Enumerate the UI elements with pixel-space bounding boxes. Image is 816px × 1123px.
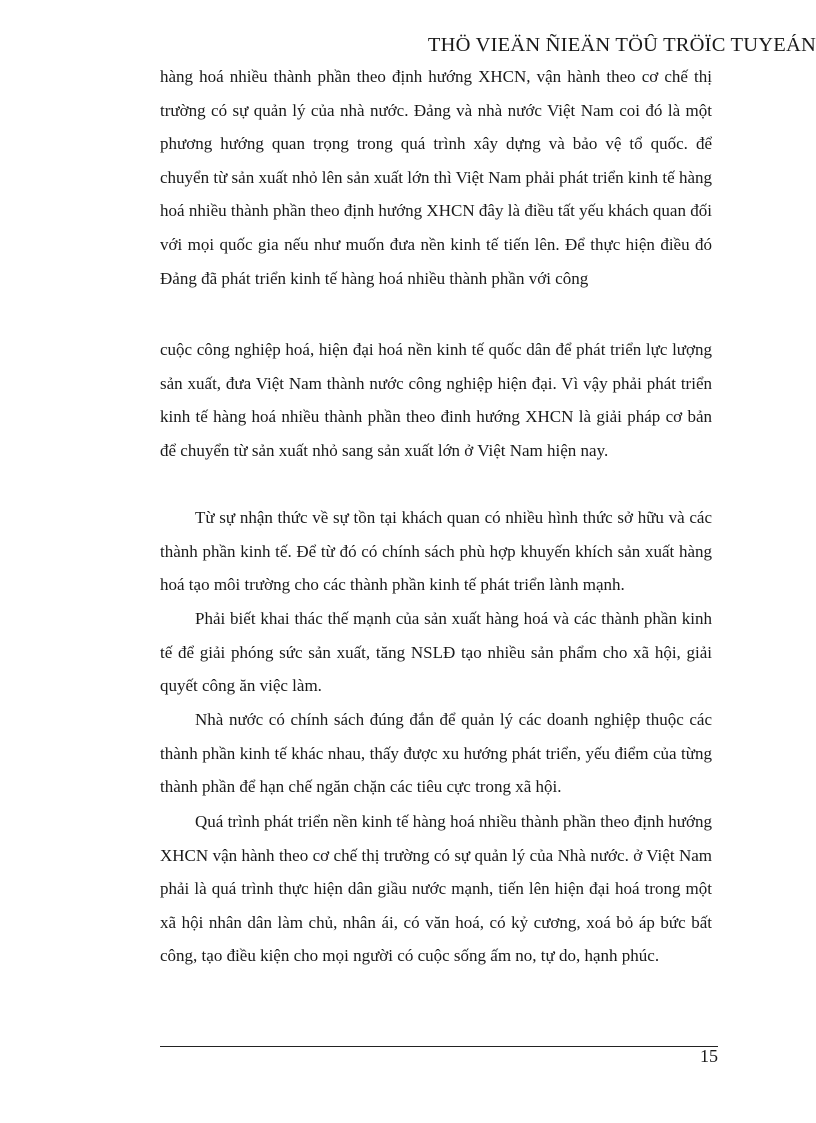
paragraph-development-process: Quá trình phát triển nền kinh tế hàng hoá nhiều thành phần theo định hướng XHCN vận hành theo cơ chế thị trường có sự quản lý của Nhà nước. ở Việt Nam phải là quá trình thực hiện dân giầu nước mạnh, tiến lên hiện đại hoá trong một xã hội nhân dân làm chủ, nhân ái, có văn hoá, có kỷ cương, xoá bỏ áp bức bất công, tạo điều kiện cho mọi người có cuộc sống ấm no, tự do, hạnh phúc. (160, 812, 712, 966)
paragraph-awareness: Từ sự nhận thức về sự tồn tại khách quan có nhiều hình thức sở hữu và các thành phần kinh tế. Để từ đó có chính sách phù hợp khuyến khích sản xuất hàng hoá tạo môi trường cho các thành phần kinh tế phát triển lành mạnh. (160, 508, 712, 595)
paragraph-continuation-2: cuộc công nghiệp hoá, hiện đại hoá nền kinh tế quốc dân để phát triển lực lượng sản xuất, đưa Việt Nam thành nước công nghiệp hiện đại. Vì vậy phải phát triển kinh tế hàng hoá nhiều thành phần theo đinh hướng XHCN là giải pháp cơ bản để chuyển từ sản xuất nhỏ sang sản xuất lớn ở Việt Nam hiện nay. (160, 340, 712, 460)
page-number: 15 (700, 1046, 718, 1066)
paragraph-continuation: hàng hoá nhiều thành phần theo định hướng XHCN, vận hành theo cơ chế thị trường có sự quản lý của nhà nước. Đảng và nhà nước Việt Nam coi đó là một phương hướng quan trọng trong quá trình xây dựng và bảo vệ tổ quốc. để chuyển từ sản xuất nhỏ lên sản xuất lớn thì Việt Nam phải phát triển kinh tế hàng hoá nhiều thành phần theo định hướng XHCN đây là điều tất yếu khách quan đối với mọi quốc gia nếu như muốn đưa nền kinh tế tiến lên. Để thực hiện điều đó Đảng đã phát triển kinh tế hàng hoá nhiều thành phần với công (160, 67, 712, 288)
running-header: THÖ VIEÄN ÑIEÄN TÖÛ TRÖÏC TUYEÁN (427, 34, 816, 56)
paragraph-exploit-strengths: Phải biết khai thác thế mạnh của sản xuất hàng hoá và các thành phần kinh tế để giải phóng sức sản xuất, tăng NSLĐ tạo nhiều sản phẩm cho xã hội, giải quyết công ăn việc làm. (160, 609, 712, 696)
paragraph-state-policy: Nhà nước có chính sách đúng đắn để quản lý các doanh nghiệp thuộc các thành phần kinh tế khác nhau, thấy được xu hướng phát triển, yếu điểm của từng thành phần để hạn chế ngăn chặn các tiêu cực trong xã hội. (160, 710, 712, 797)
footer-divider (160, 1046, 718, 1047)
